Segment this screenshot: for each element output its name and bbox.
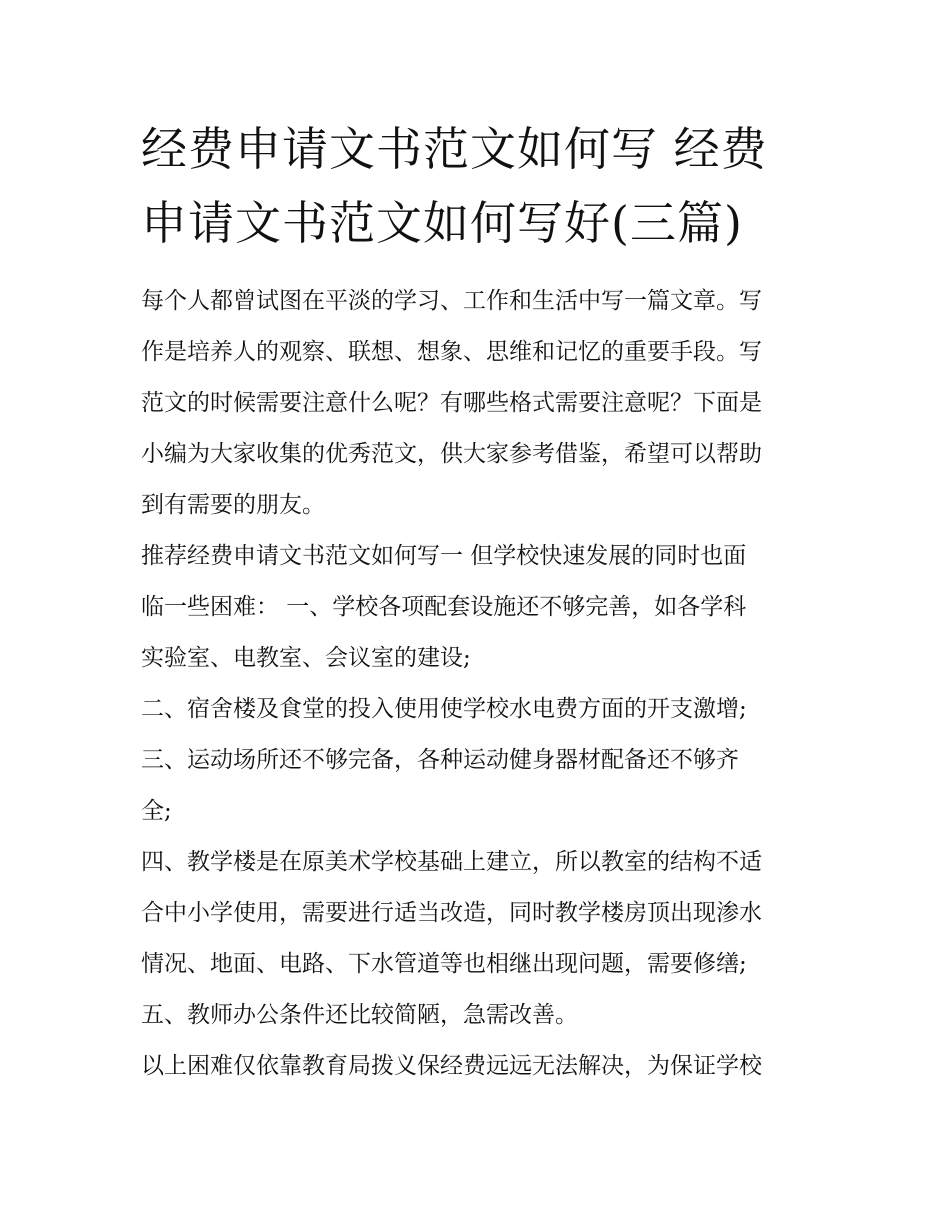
- title-line: 经费申请文书范文如何写 经费: [141, 122, 768, 176]
- text-line: 合中小学使用，需要进行适当改造，同时教学楼房顶出现渗水: [141, 900, 762, 926]
- text-line: 推荐经费申请文书范文如何写一 但学校快速发展的同时也面: [141, 543, 747, 569]
- text-line: 三、运动场所还不够完备，各种运动健身器材配备还不够齐: [141, 747, 739, 773]
- text-line: 临一些困难： 一、学校各项配套设施还不够完善，如各学科: [141, 594, 747, 620]
- document-title: [141, 112, 813, 260]
- text-line: 小编为大家收集的优秀范文，供大家参考借鉴，希望可以帮助: [141, 441, 762, 467]
- text-line: 以上困难仅依靠教育局拨义保经费远远无法解决，为保证学校: [141, 1053, 762, 1079]
- title-line: 申请文书范文如何写好(三篇): [141, 196, 743, 250]
- text-line: 作是培养人的观察、联想、想象、思维和记忆的重要手段。写: [141, 339, 762, 365]
- text-line: 四、教学楼是在原美术学校基础上建立，所以教室的结构不适: [141, 849, 762, 875]
- text-line: 二、宿舍楼及食堂的投入使用使学校水电费方面的开支激增;: [141, 696, 747, 722]
- paragraph-intro: [141, 276, 813, 531]
- text-line: 五、教师办公条件还比较简陋，急需改善。: [141, 1002, 578, 1028]
- paragraph-recommendation: [141, 531, 813, 684]
- text-line: 到有需要的朋友。: [141, 492, 325, 518]
- paragraph-item-5: [141, 990, 813, 1041]
- text-line: 全;: [141, 798, 172, 824]
- text-line: 范文的时候需要注意什么呢？有哪些格式需要注意呢？下面是: [141, 390, 762, 416]
- text-line: 情况、地面、电路、下水管道等也相继出现问题，需要修缮;: [141, 951, 747, 977]
- text-line: 每个人都曾试图在平淡的学习、工作和生活中写一篇文章。写: [141, 288, 762, 314]
- paragraph-item-2: [141, 684, 813, 735]
- paragraph-conclusion: [141, 1041, 813, 1092]
- text-line: 实验室、电教室、会议室的建设;: [141, 645, 471, 671]
- document-body: [141, 276, 813, 1092]
- paragraph-item-3: [141, 735, 813, 837]
- paragraph-item-4: [141, 837, 813, 990]
- document-content: [141, 112, 813, 1092]
